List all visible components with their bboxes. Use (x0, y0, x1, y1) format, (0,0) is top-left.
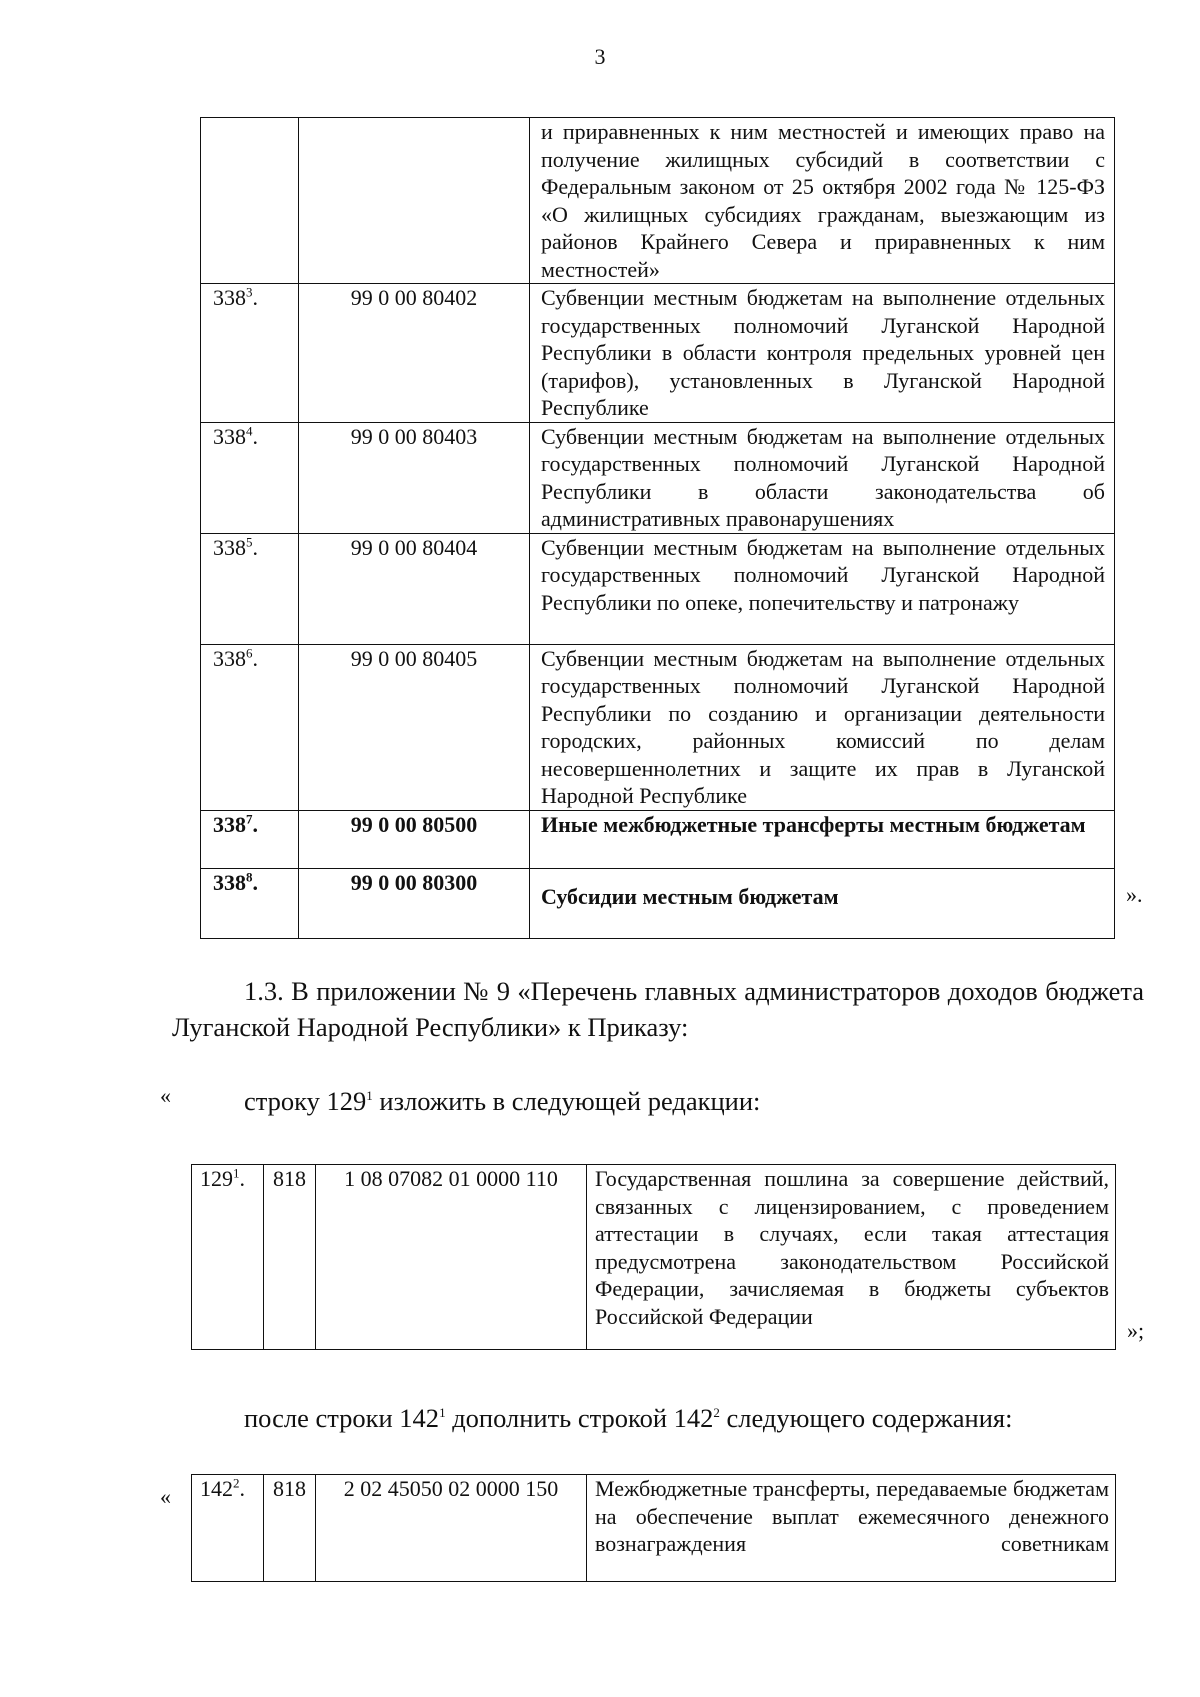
stroka-before: строку 129 (244, 1086, 367, 1116)
admin-code: 818 (264, 1475, 316, 1582)
row-description: Субвенции местным бюджетам на выполнение отдельных государственных полномочий Луганской Народной Республики в области контроля предельных уровней цен (тарифов), установленных в Луганской Народной Республике (530, 284, 1115, 423)
program-code: 99 0 00 80404 (299, 533, 530, 644)
table-row (201, 868, 1115, 938)
program-code: 99 0 00 80405 (299, 644, 530, 810)
row-description: Межбюджетные трансферты, передаваемые бюджетам на обеспечение выплат ежемесячного денежного вознаграждения советникам (587, 1475, 1116, 1582)
posle-sup1: 1 (439, 1405, 446, 1421)
program-code: 99 0 00 80500 (299, 810, 530, 868)
page-number: 3 (594, 44, 606, 69)
program-code: 99 0 00 80402 (299, 284, 530, 423)
posle-part3: следующего содержания: (719, 1403, 1013, 1433)
row-description: Государственная пошлина за совершение действий, связанных с лицензированием, с проведением аттестации в случаях, если такая аттестация предусмотрена законодательством Российской Федерации, зачисляемая в бюджеты субъектов Российской Федерации (587, 1165, 1116, 1350)
table-row (201, 284, 1115, 423)
row-number: $338^7$. (201, 810, 299, 868)
admin-code: 818 (264, 1165, 316, 1350)
table-row (201, 422, 1115, 533)
table2-opening-quote: « (160, 1083, 171, 1108)
table1-closing-quote: ». (1126, 882, 1143, 907)
kbk-code: 1 08 07082 01 0000 110 (316, 1165, 587, 1350)
row-number: $142^2$. (192, 1475, 264, 1582)
posle-sup2: 2 (713, 1405, 720, 1421)
row-number: $338^4$. (201, 422, 299, 533)
paragraph-posle-142 (244, 1400, 1012, 1436)
row-number: $338^5$. (201, 533, 299, 644)
row-description: и приравненных к ним местностей и имеющих право на получение жилищных субсидий в соответствии с Федеральным законом от 25 октября 2002 года № 125-ФЗ «О жилищных субсидиях гражданам, выезжающим из районов Крайнего Севера и приравненных к ним местностей» (530, 118, 1115, 284)
posle-part2: дополнить строкой 142 (445, 1403, 714, 1433)
row-129-table (191, 1164, 1116, 1350)
table3-opening-quote: « (160, 1484, 171, 1509)
budget-codes-table (200, 117, 1115, 939)
table-row (192, 1165, 1116, 1350)
row-description: Субсидии местным бюджетам (530, 868, 1115, 938)
paragraph-stroka-129 (244, 1083, 760, 1119)
row-description: Субвенции местным бюджетам на выполнение отдельных государственных полномочий Луганской Народной Республики в области законодательства об административных правонарушениях (530, 422, 1115, 533)
table-row (201, 118, 1115, 284)
row-description: Иные межбюджетные трансферты местным бюджетам (530, 810, 1115, 868)
row-number: $129^1$. (192, 1165, 264, 1350)
stroka-after: изложить в следующей редакции: (372, 1086, 761, 1116)
row-number (201, 118, 299, 284)
row-description: Субвенции местным бюджетам на выполнение отдельных государственных полномочий Луганской Народной Республики по созданию и организации деятельности городских, районных комиссий по делам несовершеннолетних и защите их прав в Луганской Народной Республике (530, 644, 1115, 810)
program-code: 99 0 00 80300 (299, 868, 530, 938)
posle-part1: после строки 142 (244, 1403, 440, 1433)
program-code: 99 0 00 80403 (299, 422, 530, 533)
row-142-table (191, 1474, 1116, 1582)
program-code (299, 118, 530, 284)
stroka-sup: 1 (366, 1088, 373, 1104)
table-row (192, 1475, 1116, 1582)
row-description: Субвенции местным бюджетам на выполнение отдельных государственных полномочий Луганской Народной Республики по опеке, попечительству и патронажу (530, 533, 1115, 644)
kbk-code: 2 02 45050 02 0000 150 (316, 1475, 587, 1582)
row-number: $338^6$. (201, 644, 299, 810)
table-row (201, 644, 1115, 810)
table2-closing-quote: »; (1127, 1318, 1145, 1343)
table-row (201, 810, 1115, 868)
paragraph-1-3: 1.3. В приложении № 9 «Перечень главных администраторов доходов бюджета Луганской Народной Республики» к Приказу: (172, 976, 1144, 1042)
row-number: $338^3$. (201, 284, 299, 423)
row-number: $338^8$. (201, 868, 299, 938)
table-row (201, 533, 1115, 644)
